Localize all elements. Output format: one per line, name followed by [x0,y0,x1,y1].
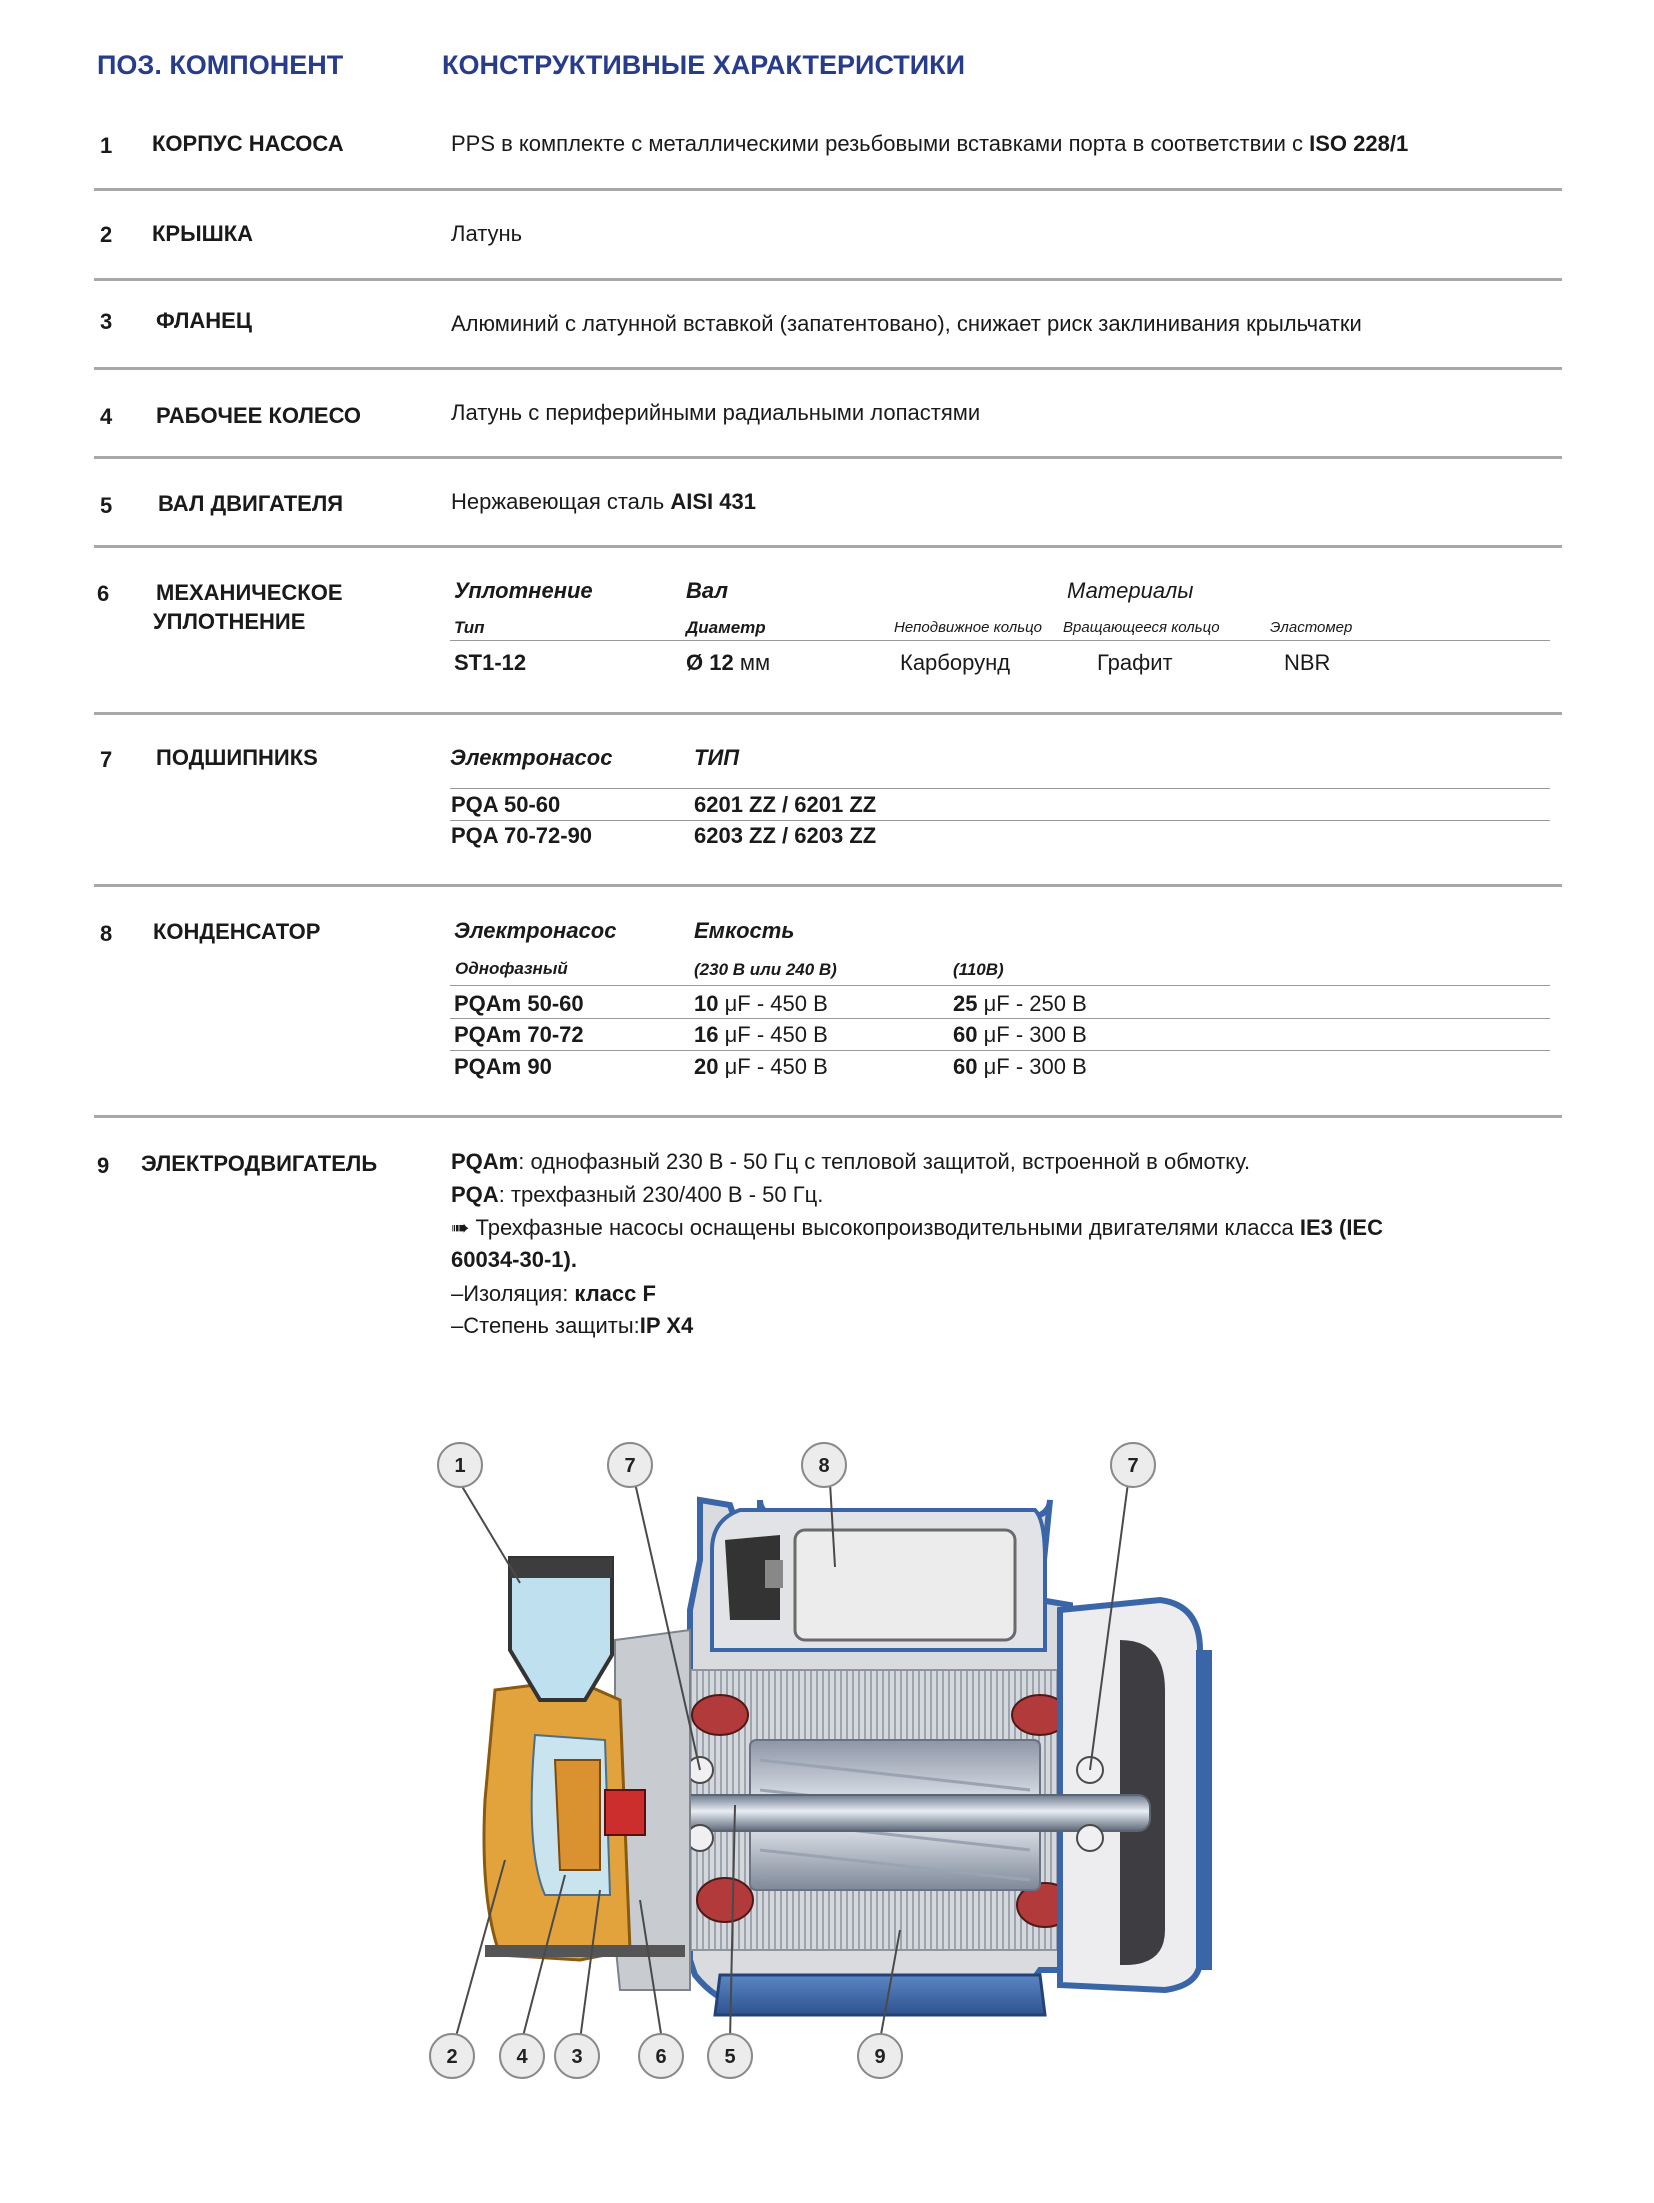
capacitor-sub-single-phase: Однофазный [455,959,568,978]
row-4-desc: Латунь с периферийными радиальными лопастями [451,400,981,425]
callout-label: 5 [724,2046,736,2068]
row-separator [94,188,1562,191]
row-7-number: 7 [100,747,113,772]
capacitor-row-2-110: 60 μF - 300 В [953,1022,1087,1047]
row-5-desc: Нержавеющая сталь AISI 431 [451,489,756,514]
row-2-name: КРЫШКА [152,221,254,246]
capacitor-divider [450,1050,1550,1051]
bearings-divider [450,820,1550,821]
row-9-name: ЭЛЕКТРОДВИГАТЕЛЬ [141,1151,378,1176]
capacitor-row-2-230: 16 μF - 450 В [694,1022,828,1047]
capacitor-divider [450,985,1550,986]
row-8-number: 8 [100,921,113,946]
seal-header-shaft: Вал [686,578,729,603]
callout-label: 1 [454,1455,466,1477]
row-2-desc: Латунь [451,221,523,246]
motor-line-1: PQAm: однофазный 230 В - 50 Гц с тепловой защитой, встроенной в обмотку. [451,1149,1251,1174]
callout-7-right [1111,1443,1155,1487]
row-separator [94,712,1562,715]
tie-rod [485,1945,685,1957]
callout-label: 8 [818,1455,830,1477]
row-8-name: КОНДЕНСАТОР [153,919,321,944]
callout-3 [555,2034,599,2078]
motor-line-3: ➠ Трехфазные насосы оснащены высокопроизводительными двигателями класса IE3 (IEC [451,1215,1383,1240]
row-separator [94,367,1562,370]
bearings-header-type: ТИП [694,745,740,770]
header-pos-component: ПОЗ. КОМПОНЕНТ [97,50,344,80]
row-separator [94,884,1562,887]
callout-label: 7 [624,1455,636,1477]
callout-label: 7 [1127,1455,1139,1477]
row-1-name: КОРПУС НАСОСА [152,131,344,156]
callout-label: 6 [655,2046,667,2068]
row-separator [94,278,1562,281]
callout-5 [708,2034,752,2078]
seal-header-materials: Материалы [1067,578,1194,603]
motor-line-2: PQA: трехфазный 230/400 В - 50 Гц. [451,1182,824,1207]
capacitor-part [795,1530,1015,1640]
motor-line-6: –Степень защиты:IP X4 [451,1313,694,1338]
callout-label: 9 [874,2046,886,2068]
row-7-name: ПОДШИПНИКS [156,745,318,770]
bearings-row-2-pump: PQA 70-72-90 [451,823,593,848]
capacitor-header-capacity: Емкость [694,918,795,943]
row-2-number: 2 [100,222,113,247]
callout-6 [639,2034,683,2078]
seal-type-value: ST1-12 [454,650,527,675]
callout-1 [438,1443,482,1487]
capacitor-row-1-110: 25 μF - 250 В [953,991,1087,1016]
seal-sub-rotating: Вращающееся кольцо [1063,619,1220,636]
row-separator [94,1115,1562,1118]
inlet-port [510,1558,612,1700]
callout-4 [500,2034,544,2078]
seal-header-seal: Уплотнение [454,578,593,603]
capacitor-sub-110: (110В) [953,960,1004,979]
seal-diameter-value: Ø 12 мм [686,650,771,675]
row-6-name-line2: УПЛОТНЕНИЕ [153,609,306,634]
bearings-divider [450,788,1550,789]
seal-sub-type: Тип [454,618,485,637]
motor-housing [690,1500,1073,2015]
callout-label: 2 [446,2046,458,2068]
motor-base [715,1975,1045,2015]
capacitor-row-1-pump: PQAm 50-60 [454,991,584,1016]
callout-label: 3 [571,2046,583,2068]
callout-7-left [608,1443,652,1487]
callout-2 [430,2034,474,2078]
bearings-header-pump: Электронасос [450,745,613,770]
row-1-number: 1 [100,133,113,158]
capacitor-header-pump: Электронасос [454,918,617,943]
mechanical-seal-part [605,1790,645,1835]
motor-line-5: –Изоляция: класс F [451,1281,656,1306]
callout-9 [858,2034,902,2078]
pump-cutaway-diagram [0,1400,1654,2100]
callout-8 [802,1443,846,1487]
seal-sub-stationary: Неподвижное кольцо [894,619,1043,636]
seal-stationary-value: Карборунд [900,650,1011,675]
seal-sub-elastomer: Эластомер [1270,619,1353,636]
row-4-number: 4 [100,404,113,429]
seal-sub-diameter: Диаметр [686,618,766,637]
capacitor-row-3-110: 60 μF - 300 В [953,1054,1087,1079]
row-separator [94,456,1562,459]
row-6-name-line1: МЕХАНИЧЕСКОЕ [156,580,343,605]
row-separator [94,545,1562,548]
row-1-desc: PPS в комплекте с металлическими резьбовыми вставками порта в соответствии с ISO 228/1 [451,131,1409,156]
capacitor-divider [450,1018,1550,1019]
capacitor-row-3-pump: PQAm 90 [454,1054,552,1079]
motor-line-4: 60034-30-1). [451,1247,577,1272]
seal-rotating-value: Графит [1097,650,1173,675]
header-characteristics: КОНСТРУКТИВНЫЕ ХАРАКТЕРИСТИКИ [442,50,966,80]
capacitor-row-3-230: 20 μF - 450 В [694,1054,828,1079]
capacitor-sub-230: (230 В или 240 В) [694,960,837,979]
callout-label: 4 [516,2046,528,2068]
impeller-part [555,1760,600,1870]
bearings-row-1-type: 6201 ZZ / 6201 ZZ [694,792,877,817]
capacitor-row-1-230: 10 μF - 450 В [694,991,828,1016]
bearings-row-2-type: 6203 ZZ / 6203 ZZ [694,823,877,848]
row-5-number: 5 [100,493,113,518]
row-5-name: ВАЛ ДВИГАТЕЛЯ [158,491,344,516]
row-3-name: ФЛАНЕЦ [156,308,252,333]
row-3-desc: Алюминий с латунной вставкой (запатентовано), снижает риск заклинивания крыльчатки [451,311,1362,336]
seal-divider [450,640,1550,641]
capacitor-row-2-pump: PQAm 70-72 [454,1022,584,1047]
seal-elastomer-value: NBR [1284,650,1331,675]
row-6-number: 6 [97,581,110,606]
row-4-name: РАБОЧЕЕ КОЛЕСО [156,403,362,428]
bearings-row-1-pump: PQA 50-60 [451,792,561,817]
row-3-number: 3 [100,309,113,334]
row-9-number: 9 [97,1153,110,1178]
